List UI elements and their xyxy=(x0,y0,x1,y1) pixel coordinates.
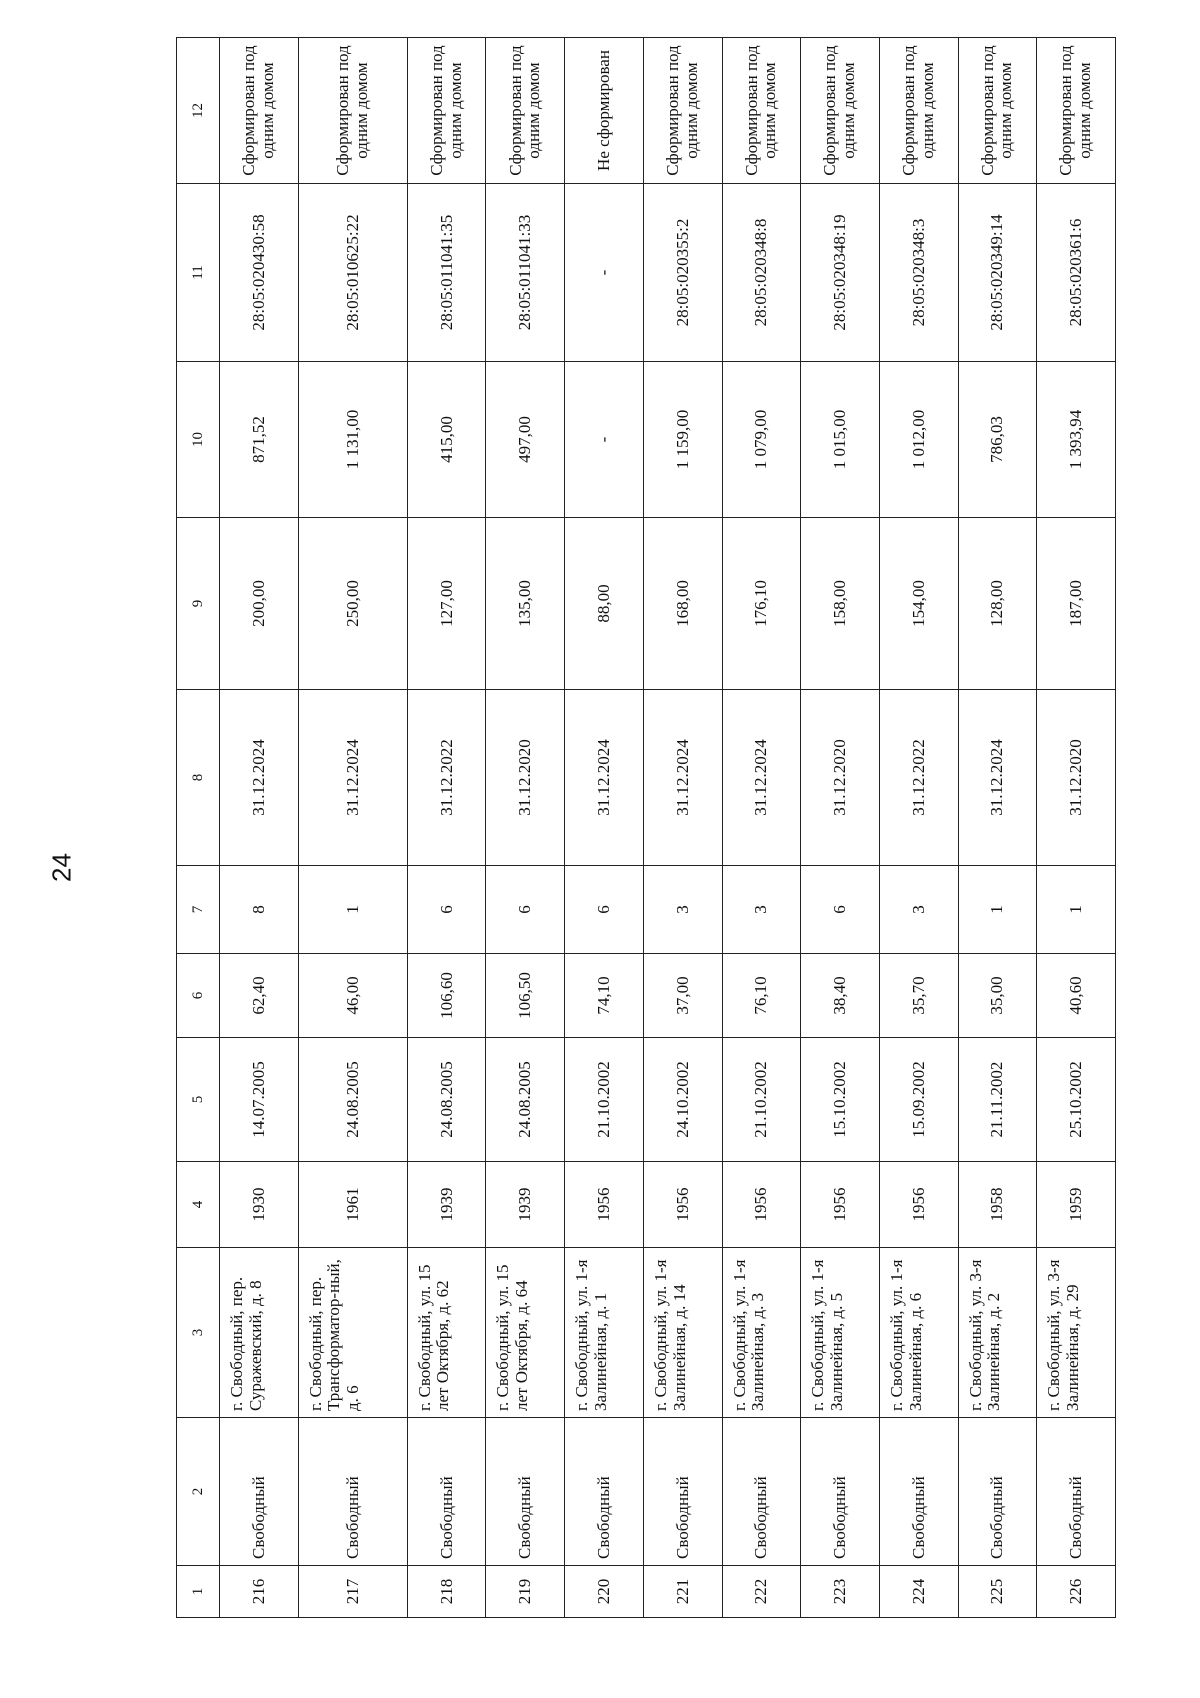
cell-date: 15.10.2002 xyxy=(801,1038,880,1162)
cell-year-built: 1958 xyxy=(958,1162,1037,1248)
cell-locality: Свободный xyxy=(220,1418,299,1566)
cell-row-number: 217 xyxy=(298,1566,407,1618)
cell-value-9: 200,00 xyxy=(220,518,299,690)
cell-value-10: 871,52 xyxy=(220,362,299,518)
table-header xyxy=(177,38,220,1618)
cell-area: 106,60 xyxy=(407,954,486,1038)
column-header-2: 2 xyxy=(177,1418,220,1566)
column-header-7: 7 xyxy=(177,866,220,954)
cell-address: г. Свободный, ул. 1-я Залинейная, д. 5 xyxy=(801,1248,880,1418)
cell-value-10: 1 393,94 xyxy=(1037,362,1116,518)
cell-status: Сформирован под одним домом xyxy=(220,38,299,184)
cell-row-number: 220 xyxy=(565,1566,644,1618)
cell-locality: Свободный xyxy=(298,1418,407,1566)
cell-locality: Свободный xyxy=(801,1418,880,1566)
table-row xyxy=(643,38,722,1618)
column-header-4: 4 xyxy=(177,1162,220,1248)
cell-deadline: 31.12.2024 xyxy=(298,690,407,866)
cell-cadastral-number: 28:05:011041:33 xyxy=(486,184,565,362)
cell-cadastral-number: 28:05:011041:35 xyxy=(407,184,486,362)
cell-value-10: 1 012,00 xyxy=(879,362,958,518)
cell-address: г. Свободный, ул. 1-я Залинейная, д. 6 xyxy=(879,1248,958,1418)
cell-cadastral-number: 28:05:020355:2 xyxy=(643,184,722,362)
cell-address: г. Свободный, ул. 1-я Залинейная, д. 3 xyxy=(722,1248,801,1418)
cell-area: 35,00 xyxy=(958,954,1037,1038)
cell-status: Сформирован под одним домом xyxy=(958,38,1037,184)
cell-status: Сформирован под одним домом xyxy=(643,38,722,184)
cell-residents: 3 xyxy=(879,866,958,954)
cell-cadastral-number: 28:05:020430:58 xyxy=(220,184,299,362)
cell-status: Не сформирован xyxy=(565,38,644,184)
cell-address: г. Свободный, пер. Трансформатор-ный, д. 6 xyxy=(298,1248,407,1418)
cell-address: г. Свободный, ул. 1-я Залинейная, д. 14 xyxy=(643,1248,722,1418)
cell-locality: Свободный xyxy=(958,1418,1037,1566)
cell-value-9: 128,00 xyxy=(958,518,1037,690)
cell-status: Сформирован под одним домом xyxy=(801,38,880,184)
cell-status: Сформирован под одним домом xyxy=(407,38,486,184)
table-row xyxy=(879,38,958,1618)
cell-year-built: 1959 xyxy=(1037,1162,1116,1248)
cell-date: 24.08.2005 xyxy=(486,1038,565,1162)
cell-residents: 3 xyxy=(722,866,801,954)
cell-row-number: 223 xyxy=(801,1566,880,1618)
cell-deadline: 31.12.2024 xyxy=(722,690,801,866)
cell-locality: Свободный xyxy=(486,1418,565,1566)
cell-locality: Свободный xyxy=(565,1418,644,1566)
cell-status: Сформирован под одним домом xyxy=(722,38,801,184)
table-row xyxy=(565,38,644,1618)
cell-area: 62,40 xyxy=(220,954,299,1038)
cell-area: 38,40 xyxy=(801,954,880,1038)
cell-year-built: 1956 xyxy=(565,1162,644,1248)
column-header-1: 1 xyxy=(177,1566,220,1618)
cell-locality: Свободный xyxy=(643,1418,722,1566)
cell-status: Сформирован под одним домом xyxy=(486,38,565,184)
cell-address: г. Свободный, ул. 3-я Залинейная, д. 29 xyxy=(1037,1248,1116,1418)
cell-locality: Свободный xyxy=(722,1418,801,1566)
cell-value-10: 1 131,00 xyxy=(298,362,407,518)
cell-value-10: 497,00 xyxy=(486,362,565,518)
column-header-8: 8 xyxy=(177,690,220,866)
cell-row-number: 219 xyxy=(486,1566,565,1618)
cell-deadline: 31.12.2024 xyxy=(958,690,1037,866)
column-header-9: 9 xyxy=(177,518,220,690)
cell-residents: 1 xyxy=(1037,866,1116,954)
cell-value-9: 168,00 xyxy=(643,518,722,690)
cell-locality: Свободный xyxy=(407,1418,486,1566)
cell-area: 40,60 xyxy=(1037,954,1116,1038)
cell-row-number: 222 xyxy=(722,1566,801,1618)
cell-value-9: 187,00 xyxy=(1037,518,1116,690)
cell-residents: 8 xyxy=(220,866,299,954)
cell-row-number: 218 xyxy=(407,1566,486,1618)
cell-year-built: 1939 xyxy=(407,1162,486,1248)
cell-value-10: 415,00 xyxy=(407,362,486,518)
cell-value-9: 158,00 xyxy=(801,518,880,690)
cell-deadline: 31.12.2024 xyxy=(220,690,299,866)
cell-year-built: 1961 xyxy=(298,1162,407,1248)
cell-date: 21.10.2002 xyxy=(565,1038,644,1162)
cell-value-9: 88,00 xyxy=(565,518,644,690)
cell-year-built: 1956 xyxy=(722,1162,801,1248)
column-header-10: 10 xyxy=(177,362,220,518)
cell-row-number: 216 xyxy=(220,1566,299,1618)
cell-status: Сформирован под одним домом xyxy=(879,38,958,184)
cell-year-built: 1939 xyxy=(486,1162,565,1248)
cell-area: 76,10 xyxy=(722,954,801,1038)
cell-row-number: 226 xyxy=(1037,1566,1116,1618)
cell-date: 15.09.2002 xyxy=(879,1038,958,1162)
cell-deadline: 31.12.2020 xyxy=(1037,690,1116,866)
table-row xyxy=(801,38,880,1618)
cell-address: г. Свободный, пер. Суражевский, д. 8 xyxy=(220,1248,299,1418)
cell-year-built: 1956 xyxy=(643,1162,722,1248)
column-header-5: 5 xyxy=(177,1038,220,1162)
cell-address: г. Свободный, ул. 15 лет Октября, д. 62 xyxy=(407,1248,486,1418)
cell-value-9: 176,10 xyxy=(722,518,801,690)
cell-area: 74,10 xyxy=(565,954,644,1038)
cell-cadastral-number: 28:05:020348:3 xyxy=(879,184,958,362)
column-header-6: 6 xyxy=(177,954,220,1038)
cell-date: 24.10.2002 xyxy=(643,1038,722,1162)
cell-address: г. Свободный, ул. 3-я Залинейная, д. 2 xyxy=(958,1248,1037,1418)
table-row xyxy=(298,38,407,1618)
cell-date: 24.08.2005 xyxy=(407,1038,486,1162)
table-row xyxy=(486,38,565,1618)
cell-residents: 1 xyxy=(298,866,407,954)
cell-cadastral-number: 28:05:020348:8 xyxy=(722,184,801,362)
cell-year-built: 1956 xyxy=(879,1162,958,1248)
cell-value-10: 1 015,00 xyxy=(801,362,880,518)
cell-residents: 3 xyxy=(643,866,722,954)
cell-area: 106,50 xyxy=(486,954,565,1038)
page-number: 24 xyxy=(46,853,77,882)
cell-address: г. Свободный, ул. 1-я Залинейная, д. 1 xyxy=(565,1248,644,1418)
cell-value-9: 250,00 xyxy=(298,518,407,690)
cell-residents: 1 xyxy=(958,866,1037,954)
cell-deadline: 31.12.2020 xyxy=(486,690,565,866)
table-row xyxy=(407,38,486,1618)
cell-date: 21.11.2002 xyxy=(958,1038,1037,1162)
table-container xyxy=(176,38,1116,1618)
cell-deadline: 31.12.2020 xyxy=(801,690,880,866)
cell-date: 24.08.2005 xyxy=(298,1038,407,1162)
cell-area: 46,00 xyxy=(298,954,407,1038)
column-header-3: 3 xyxy=(177,1248,220,1418)
cell-residents: 6 xyxy=(565,866,644,954)
cell-date: 14.07.2005 xyxy=(220,1038,299,1162)
cell-residents: 6 xyxy=(486,866,565,954)
cell-locality: Свободный xyxy=(1037,1418,1116,1566)
cell-cadastral-number: 28:05:010625:22 xyxy=(298,184,407,362)
cell-value-9: 154,00 xyxy=(879,518,958,690)
table-row xyxy=(220,38,299,1618)
cell-residents: 6 xyxy=(801,866,880,954)
cell-value-10: 786,03 xyxy=(958,362,1037,518)
table-body xyxy=(220,38,1116,1618)
table-row xyxy=(1037,38,1116,1618)
table-row xyxy=(722,38,801,1618)
cell-year-built: 1930 xyxy=(220,1162,299,1248)
header-row xyxy=(177,38,220,1618)
cell-row-number: 221 xyxy=(643,1566,722,1618)
cell-deadline: 31.12.2024 xyxy=(565,690,644,866)
cell-date: 25.10.2002 xyxy=(1037,1038,1116,1162)
cell-cadastral-number: - xyxy=(565,184,644,362)
cell-status: Сформирован под одним домом xyxy=(298,38,407,184)
cell-area: 35,70 xyxy=(879,954,958,1038)
cell-cadastral-number: 28:05:020348:19 xyxy=(801,184,880,362)
cell-address: г. Свободный, ул. 15 лет Октября, д. 64 xyxy=(486,1248,565,1418)
housing-table xyxy=(176,37,1116,1618)
cell-value-10: 1 159,00 xyxy=(643,362,722,518)
cell-deadline: 31.12.2024 xyxy=(643,690,722,866)
cell-row-number: 224 xyxy=(879,1566,958,1618)
cell-status: Сформирован под одним домом xyxy=(1037,38,1116,184)
cell-row-number: 225 xyxy=(958,1566,1037,1618)
cell-value-10: - xyxy=(565,362,644,518)
cell-value-9: 127,00 xyxy=(407,518,486,690)
cell-residents: 6 xyxy=(407,866,486,954)
cell-cadastral-number: 28:05:020349:14 xyxy=(958,184,1037,362)
table-row xyxy=(958,38,1037,1618)
cell-value-10: 1 079,00 xyxy=(722,362,801,518)
cell-locality: Свободный xyxy=(879,1418,958,1566)
column-header-12: 12 xyxy=(177,38,220,184)
cell-cadastral-number: 28:05:020361:6 xyxy=(1037,184,1116,362)
cell-deadline: 31.12.2022 xyxy=(407,690,486,866)
cell-area: 37,00 xyxy=(643,954,722,1038)
column-header-11: 11 xyxy=(177,184,220,362)
cell-value-9: 135,00 xyxy=(486,518,565,690)
cell-year-built: 1956 xyxy=(801,1162,880,1248)
cell-date: 21.10.2002 xyxy=(722,1038,801,1162)
cell-deadline: 31.12.2022 xyxy=(879,690,958,866)
